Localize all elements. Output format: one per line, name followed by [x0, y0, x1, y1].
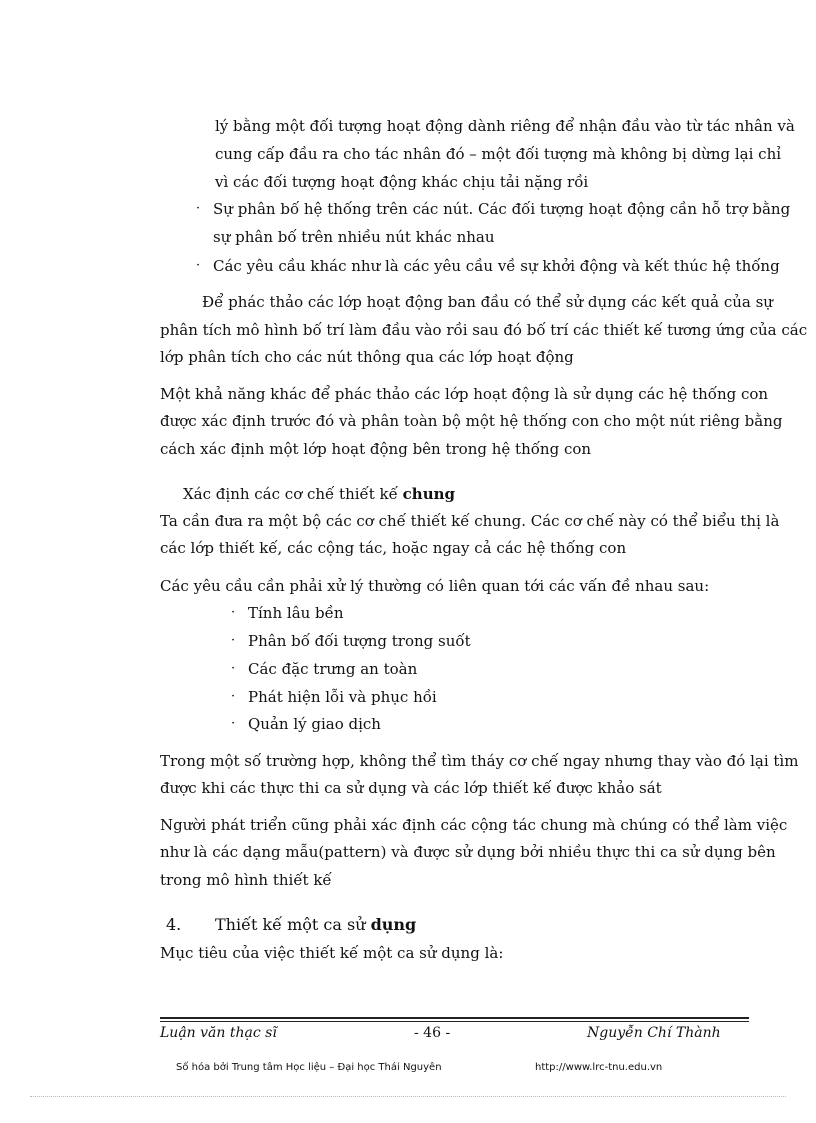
source-url[interactable]: http://www.lrc-tnu.edu.vn [535, 1062, 663, 1073]
paragraph-line: cách xác định một lớp hoạt động bên trong hệ thống con [160, 440, 592, 458]
paragraph-line: lý bằng một đối tượng hoạt động dành riêng để nhận đầu vào từ tác nhân và [215, 117, 795, 135]
footer-author: Nguyễn Chí Thành [587, 1025, 721, 1041]
paragraph-line: các lớp thiết kế, các cộng tác, hoặc ngay cả các hệ thống con [160, 539, 627, 557]
paragraph-line: được khi các thực thi ca sử dụng và các lớp thiết kế được khảo sát [160, 779, 662, 797]
paragraph-line: vì các đối tượng hoạt động khác chịu tải nặng rồi [215, 173, 589, 191]
section-number: 4. [166, 915, 182, 934]
section-title-bold: dụng [370, 915, 417, 934]
bullet-marker: · [231, 716, 236, 731]
list-item: Các đặc trưng an toàn [248, 660, 418, 678]
bullet-text: sự phân bố trên nhiều nút khác nhau [213, 228, 495, 246]
bullet-text: Các yêu cầu khác như là các yêu cầu về sự khởi động và kết thúc hệ thống [213, 257, 780, 275]
bullet-text: Sự phân bố hệ thống trên các nút. Các đối tượng hoạt động cần hỗ trợ bằng [213, 200, 791, 218]
paragraph-line: Trong một số trường hợp, không thể tìm tháy cơ chế ngay nhưng thay vào đó lại tìm [160, 752, 799, 770]
bullet-marker: · [231, 605, 236, 620]
source-credit: Số hóa bởi Trung tâm Học liệu – Đại học Thái Nguyên [176, 1062, 442, 1073]
paragraph-line: cung cấp đầu ra cho tác nhân đó – một đối tượng mà không bị dừng lại chỉ [215, 145, 782, 163]
paragraph-line: Để phác thảo các lớp hoạt động ban đầu có thể sử dụng các kết quả của sự [202, 293, 773, 311]
paragraph-line: Ta cần đưa ra một bộ các cơ chế thiết kế chung. Các cơ chế này có thể biểu thị là [160, 512, 780, 530]
paragraph-line: lớp phân tích cho các nút thông qua các lớp hoạt động [160, 348, 574, 366]
list-item: Quản lý giao dịch [248, 715, 381, 733]
footer-rule [160, 1021, 749, 1022]
list-item: Phân bố đối tượng trong suốt [248, 632, 471, 650]
section-title [215, 914, 416, 936]
footer-thesis-label: Luận văn thạc sĩ [160, 1025, 277, 1041]
paragraph-line: như là các dạng mẫu(pattern) và được sử dụng bởi nhiều thực thi ca sử dụng bên [160, 843, 776, 861]
subheading-bold: chung [402, 485, 455, 503]
bullet-marker: · [196, 201, 201, 216]
bullet-marker: · [231, 689, 236, 704]
bullet-marker: · [231, 661, 236, 676]
paragraph-line: phân tích mô hình bố trí làm đầu vào rồi sau đó bố trí các thiết kế tương ứng của các [160, 321, 808, 339]
subheading-text: Xác định các cơ chế thiết kế [183, 485, 403, 503]
footer-rule [160, 1017, 749, 1019]
list-item: Phát hiện lỗi và phục hồi [248, 688, 437, 706]
paragraph-line: Các yêu cầu cần phải xử lý thường có liên quan tới các vấn đề nhau sau: [160, 577, 710, 595]
paragraph-line: Mục tiêu của việc thiết kế một ca sử dụng là: [160, 944, 504, 962]
paragraph-line: được xác định trước đó và phân toàn bộ một hệ thống con cho một nút riêng bằng [160, 412, 783, 430]
subheading [183, 484, 455, 504]
list-item: Tính lâu bền [248, 604, 344, 622]
page-number: - 46 - [414, 1025, 451, 1041]
bullet-marker: · [231, 633, 236, 648]
paragraph-line: trong mô hình thiết kế [160, 871, 332, 889]
page-boundary [30, 1096, 786, 1097]
paragraph-line: Người phát triển cũng phải xác định các cộng tác chung mà chúng có thể làm việc [160, 816, 788, 834]
paragraph-line: Một khả năng khác để phác thảo các lớp hoạt động là sử dụng các hệ thống con [160, 385, 769, 403]
bullet-marker: · [196, 258, 201, 273]
section-title-text: Thiết kế một ca sử [215, 915, 371, 934]
